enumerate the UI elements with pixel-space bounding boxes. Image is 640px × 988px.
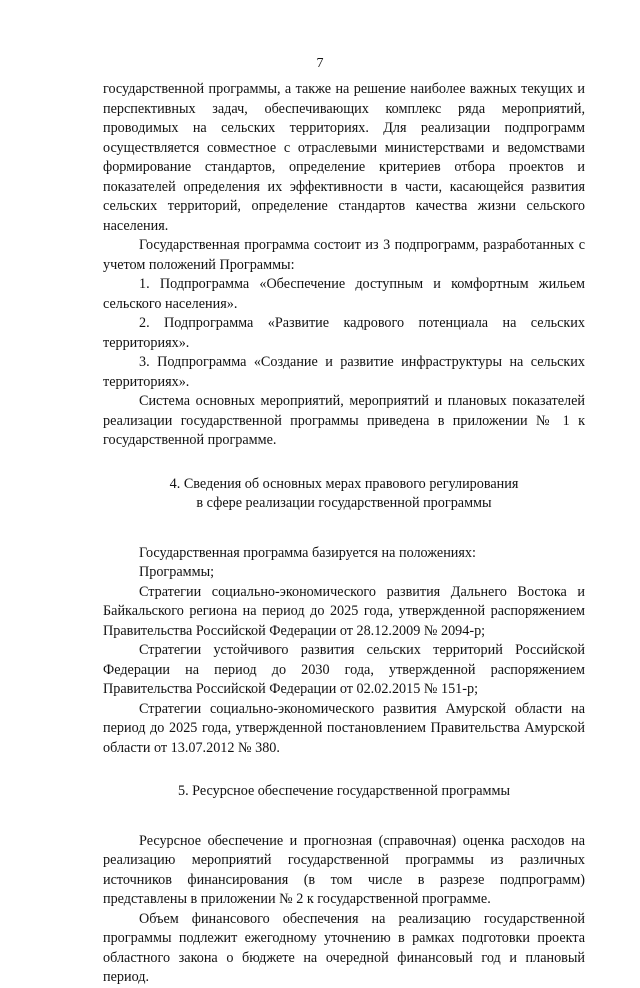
page-content <box>103 80 585 988</box>
page-number: 7 <box>316 56 324 71</box>
intro-paragraph-1: государственной программы, а также на решение наиболее важных текущих и перспективных задач, обеспечивающих комплекс ряда мероприятий, проводимых на сельских территориях. Для реализации подпрограмм осуществляется совместное с отраслевыми министерствами и ведомствами формирование стандартов, определение критериев отбора проектов и показателей определения их эффективности в части, касающейся развития сельских территорий, определение стандартов качества жизни сельского населения. <box>103 81 585 234</box>
section-4-paragraph-3: Стратегии социально-экономического развития Дальнего Востока и Байкальского региона на период до 2025 года, утвержденной распоряжением Правительства Российской Федерации от 28.12.2009 № 2094-р; <box>103 583 585 639</box>
intro-paragraph-2: Государственная программа состоит из 3 подпрограмм, разработанных с учетом положений Программы: <box>103 237 585 273</box>
intro-paragraph-3: Система основных мероприятий, мероприятий и плановых показателей реализации государственной программы приведена в приложении № 1 к государственной программе. <box>103 393 585 448</box>
section-4-heading-line-1: 4. Сведения об основных мерах правового регулирования <box>169 475 519 492</box>
section-4-paragraph-1: Государственная программа базируется на положениях: <box>139 544 476 561</box>
section-5-paragraph-1: Ресурсное обеспечение и прогнозная (справочная) оценка расходов на реализацию мероприятий государственной программы из различных источников финансирования (в том числе в разрезе подпрограмм) представлены в приложении № 2 к государственной программе. <box>103 832 585 907</box>
subprogram-item-3: 3. Подпрограмма «Создание и развитие инфраструктуры на сельских территориях». <box>103 354 585 390</box>
section-4-paragraph-5: Стратегии социально-экономического развития Амурской области на период до 2025 года, утвержденной постановлением Правительства Амурской области от 13.07.2012 № 380. <box>103 700 585 756</box>
section-4-heading-line-2: в сфере реализации государственной программы <box>196 495 492 511</box>
section-5-heading: 5. Ресурсное обеспечение государственной программы <box>177 783 511 799</box>
subprogram-item-1: 1. Подпрограмма «Обеспечение доступным и комфортным жильем сельского населения». <box>103 276 585 312</box>
section-5-paragraph-2: Объем финансового обеспечения на реализацию государственной программы подлежит ежегодному уточнению в рамках подготовки проекта областного закона о бюджете на очередной финансовый год и плановый период. <box>103 910 585 985</box>
subprogram-item-2: 2. Подпрограмма «Развитие кадрового потенциала на сельских территориях». <box>103 315 585 351</box>
section-4-paragraph-4: Стратегии устойчивого развития сельских территорий Российской Федерации на период до 2030 года, утвержденной распоряжением Правительства Российской Федерации от 02.02.2015 № 151-р; <box>103 642 585 697</box>
section-4-paragraph-2: Программы; <box>139 564 215 580</box>
